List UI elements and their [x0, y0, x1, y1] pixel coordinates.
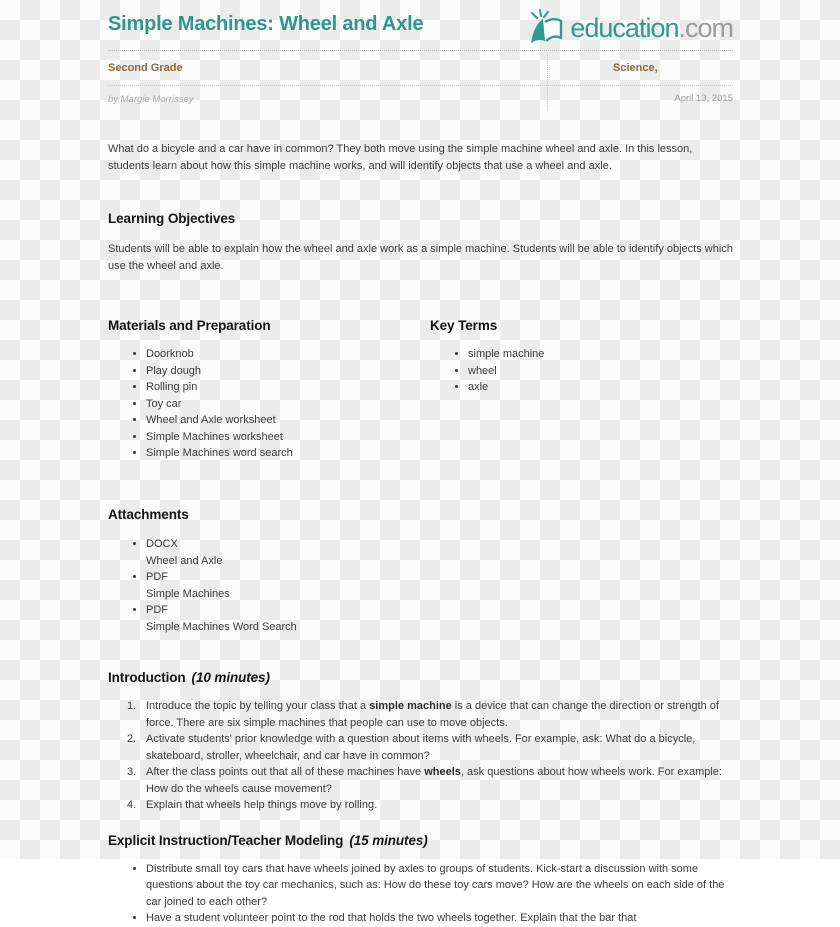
attachments-heading: Attachments — [108, 507, 189, 522]
introduction-heading-text: Introduction — [108, 670, 186, 685]
materials-heading: Materials and Preparation — [108, 318, 271, 333]
materials-item: • Toy car — [146, 396, 733, 413]
materials-item: • Simple Machines word search — [146, 445, 733, 462]
introduction-step: Explain that wheels help things move by rolling. — [146, 799, 378, 811]
materials-item: • Wheel and Axle worksheet — [146, 412, 733, 429]
page-title: Simple Machines: Wheel and Axle — [108, 13, 424, 35]
explicit-instruction-item: • Distribute small toy cars that have wheels joined by axles to groups of students. Kick-start a discussion with some questions about the toy car mechanics, such as: How do these toy cars move? How are the wheels on each side of the car joined to each other? — [146, 861, 733, 911]
introduction-step: After the class points out that all of these machines have wheels, ask questions about how wheels work. For example: How do the wheels cause movement? — [146, 766, 722, 795]
grade-label: Second Grade — [108, 62, 183, 74]
explicit-instruction-item: • Have a student volunteer point to the rod that holds the two wheels together. Explain that the bar that — [146, 910, 733, 927]
materials-item: • Rolling pin — [146, 379, 733, 396]
date-label: April 13, 2015 — [674, 92, 733, 104]
explicit-instruction-heading — [108, 832, 733, 849]
attachment-file-type: • PDF — [146, 571, 168, 583]
attachment-file-type: • DOCX — [146, 538, 178, 550]
attachment-file-name: Simple Machines Word Search — [146, 620, 297, 633]
introduction-duration: (10 minutes) — [191, 670, 270, 685]
subject-label: Science, — [613, 62, 658, 74]
logo-text-com: .com — [678, 13, 733, 43]
key-term-item: • simple machine — [468, 346, 544, 363]
key-term-item: • wheel — [468, 363, 544, 380]
attachment-file-name: Simple Machines — [146, 587, 230, 600]
explicit-instruction-duration: (15 minutes) — [349, 832, 428, 848]
materials-item: • Play dough — [146, 363, 733, 380]
book-icon — [526, 8, 570, 48]
attachment-file-type: • PDF — [146, 604, 168, 616]
author-byline: by Margie Morrissey — [108, 93, 194, 105]
explicit-instruction-heading-text: Explicit Instruction/Teacher Modeling — [108, 832, 344, 848]
education-com-logo — [526, 8, 733, 48]
intro-paragraph: What do a bicycle and a car have in common? They both move using the simple machine wheel and axle. In this lesson, students learn about how this simple machine works, and will identify objects that use a wheel and axle. — [108, 143, 693, 172]
explicit-instruction-list — [108, 861, 733, 927]
key-terms-list — [430, 346, 544, 396]
key-term-item: • axle — [468, 379, 544, 396]
materials-column — [108, 317, 733, 462]
learning-objectives-heading: Learning Objectives — [108, 211, 236, 226]
key-terms-heading: Key Terms — [430, 318, 498, 333]
attachment-file-name: Wheel and Axle — [146, 554, 223, 567]
introduction-steps — [108, 698, 733, 814]
introduction-step: Activate students' prior knowledge with a question about items with wheels. For example, ask: What do a bicycle, skateboard, stroller, wheelchair, and car have in common? — [146, 733, 696, 762]
document-header — [108, 0, 733, 48]
lesson-plan-document — [108, 0, 733, 927]
materials-item: • Doorknob — [146, 346, 733, 363]
introduction-step: Introduce the topic by telling your class that a simple machine is a device that can change the direction or strength of force. There are six simple machines that people can use to move objects. — [146, 700, 719, 729]
learning-objectives-text: Students will be able to explain how the wheel and axle work as a simple machine. Students will be able to identify objects which use the wheel and axle. — [108, 243, 733, 272]
key-terms-column — [430, 317, 544, 396]
introduction-heading — [108, 669, 733, 686]
attachment-item — [146, 536, 733, 569]
attachment-item — [146, 602, 733, 635]
materials-list — [108, 346, 733, 462]
attachment-item — [146, 569, 733, 602]
meta-block — [108, 51, 733, 114]
attachments-list — [108, 536, 733, 635]
logo-wordmark — [570, 10, 733, 46]
grade-subject-row — [108, 51, 733, 85]
byline-date-row — [108, 86, 733, 115]
materials-keyterms-columns — [108, 317, 733, 469]
materials-item: • Simple Machines worksheet — [146, 429, 733, 446]
logo-text-education: education — [570, 13, 679, 43]
